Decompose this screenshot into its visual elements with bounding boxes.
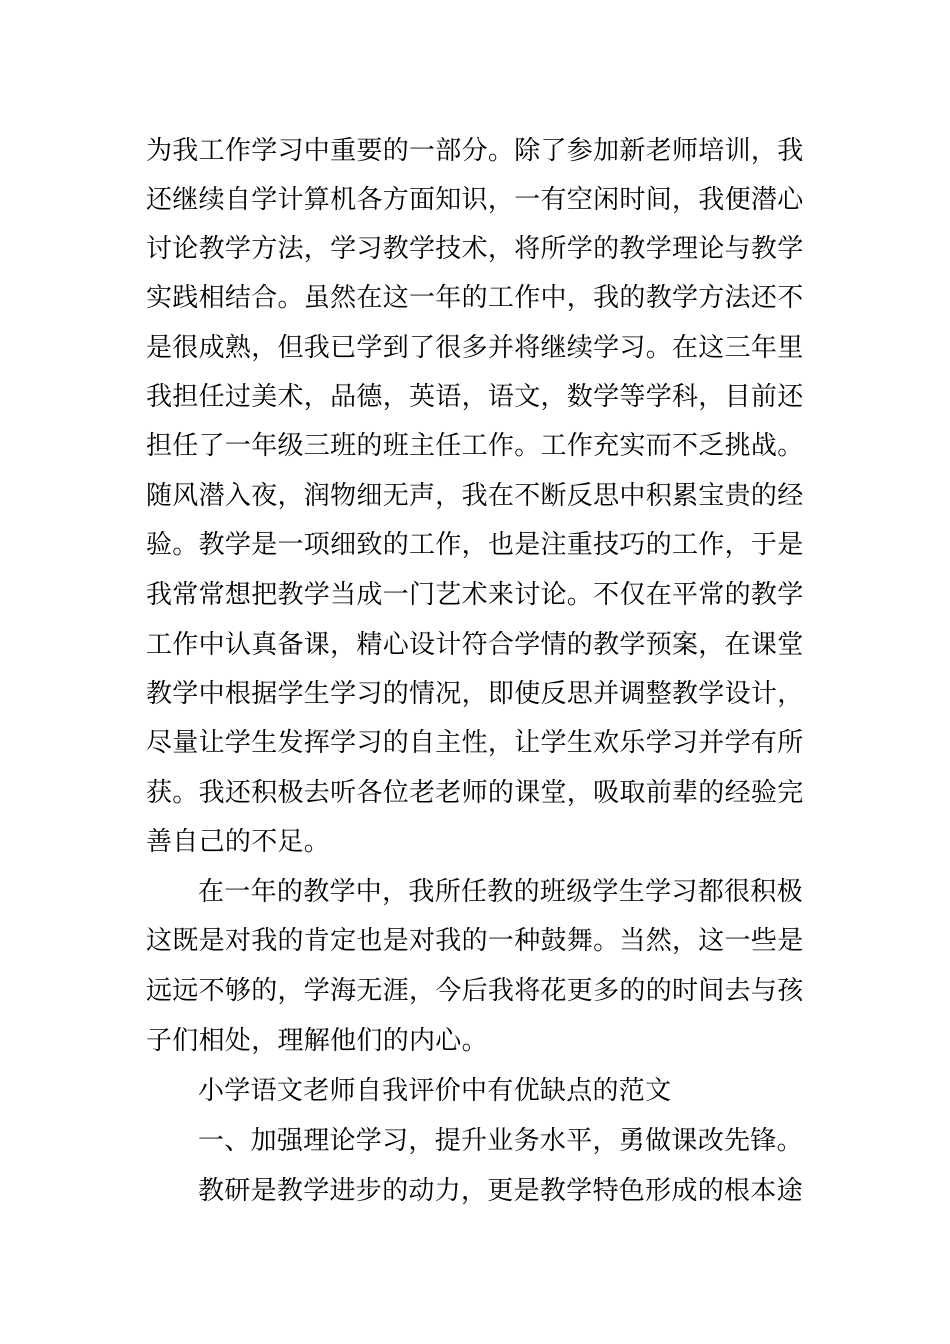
text-line: 讨论教学方法，学习教学技术，将所学的教学理论与教学 bbox=[146, 234, 804, 264]
text-line: 获。我还积极去听各位老老师的课堂，吸取前辈的经验完 bbox=[146, 778, 804, 808]
text-line: 是很成熟，但我已学到了很多并将继续学习。在这三年里 bbox=[146, 333, 804, 363]
text-line: 善自己的不足。 bbox=[146, 827, 331, 857]
text-line: 实践相结合。虽然在这一年的工作中，我的教学方法还不 bbox=[146, 283, 804, 313]
section-title: 小学语文老师自我评价中有优缺点的范文 bbox=[198, 1076, 672, 1106]
text-line: 还继续自学计算机各方面知识，一有空闲时间，我便潜心 bbox=[146, 185, 804, 215]
text-line: 验。教学是一项细致的工作，也是注重技巧的工作，于是 bbox=[146, 530, 804, 560]
text-line: 尽量让学生发挥学习的自主性，让学生欢乐学习并学有所 bbox=[146, 728, 804, 758]
text-line: 教学中根据学生学习的情况，即使反思并调整教学设计， bbox=[146, 679, 804, 709]
text-line: 远远不够的，学海无涯，今后我将花更多的的时间去与孩 bbox=[146, 976, 804, 1006]
text-line: 我常常想把教学当成一门艺术来讨论。不仅在平常的教学 bbox=[146, 580, 804, 610]
paragraph-first-line: 在一年的教学中，我所任教的班级学生学习都很积极 bbox=[198, 877, 803, 907]
text-line: 子们相处，理解他们的内心。 bbox=[146, 1026, 488, 1056]
text-line: 我担任过美术，品德，英语，语文，数学等学科，目前还 bbox=[146, 382, 804, 412]
text-line: 为我工作学习中重要的一部分。除了参加新老师培训，我 bbox=[146, 136, 804, 166]
text-line: 随风潜入夜，润物细无声，我在不断反思中积累宝贵的经 bbox=[146, 481, 804, 511]
text-line: 担任了一年级三班的班主任工作。工作充实而不乏挑战。 bbox=[146, 431, 804, 461]
text-line: 这既是对我的肯定也是对我的一种鼓舞。当然，这一些是 bbox=[146, 926, 804, 956]
section-heading: 一、加强理论学习，提升业务水平，勇做课改先锋。 bbox=[198, 1126, 803, 1156]
text-line: 工作中认真备课，精心设计符合学情的教学预案，在课堂 bbox=[146, 630, 804, 660]
paragraph-first-line: 教研是教学进步的动力，更是教学特色形成的根本途 bbox=[198, 1176, 803, 1206]
